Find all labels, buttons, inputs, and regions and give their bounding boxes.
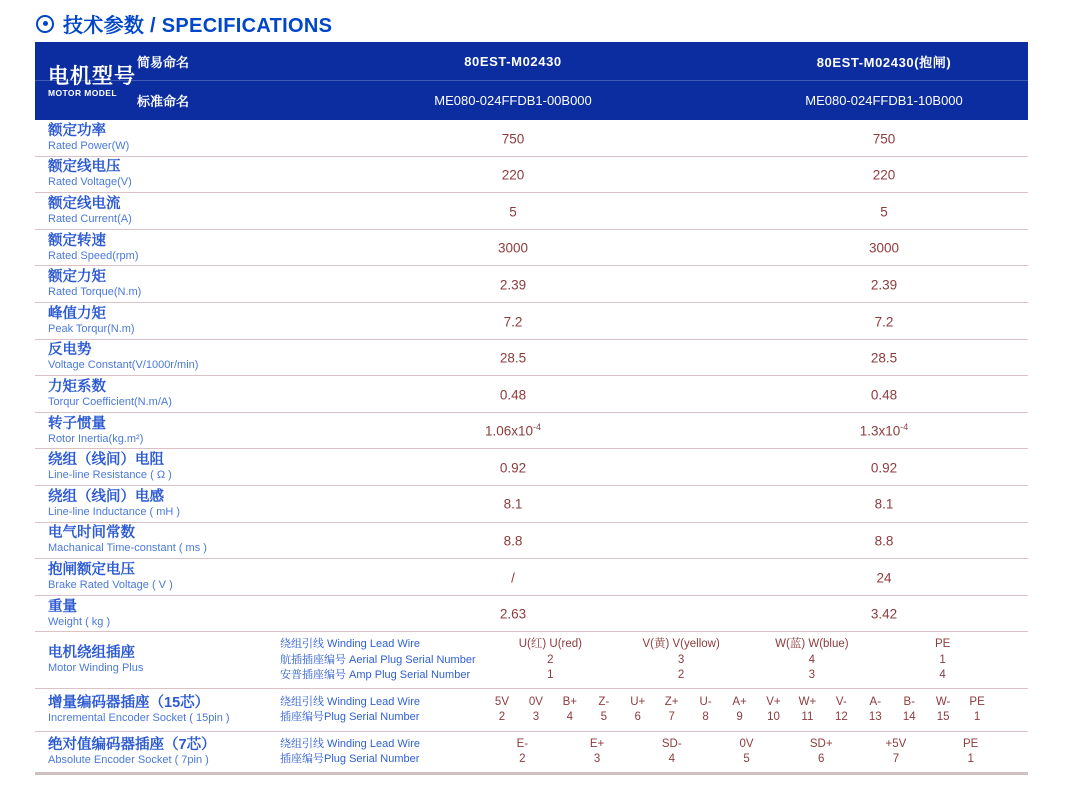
model2-standard-name: ME080-024FFDB1-10B000 — [805, 93, 963, 108]
motor-model-label-zh: 电机型号 — [48, 64, 136, 88]
pin-amp-number: 1 — [547, 669, 554, 682]
spec-label-zh: 反电势 — [48, 342, 92, 359]
spec-value-model1 — [286, 386, 740, 403]
spec-value-model2 — [740, 239, 1028, 256]
spec-row-label — [35, 233, 286, 263]
pin-name: 0V — [739, 737, 754, 750]
incremental-pin — [892, 695, 926, 726]
pin-number: 15 — [936, 711, 950, 724]
spec-row-label — [35, 196, 286, 226]
spec-row — [35, 303, 1028, 340]
value-superscript: -4 — [533, 422, 542, 433]
pin-number: 7 — [892, 753, 900, 766]
spec-row — [35, 266, 1028, 303]
spec-value-model2 — [740, 276, 1028, 293]
incremental-sub-line: 绕组引线 Winding Lead Wire — [280, 695, 420, 708]
spec-row — [35, 559, 1028, 596]
incremental-pin — [858, 695, 892, 726]
spec-value-model1 — [286, 239, 740, 256]
standard-name-label: 标准命名 — [137, 94, 190, 109]
pin-number: 4 — [566, 711, 574, 724]
spec-row — [35, 340, 1028, 377]
spec-row — [35, 376, 1028, 413]
winding-pin — [747, 637, 878, 684]
value-text: 8.1 — [874, 496, 894, 512]
value-text: 220 — [501, 167, 525, 183]
spec-rows-body — [35, 120, 1028, 632]
absolute-pin — [485, 737, 560, 768]
pin-name: V(黄) V(yellow) — [642, 638, 720, 651]
value-text: 5 — [880, 204, 888, 220]
spec-label-en: Rated Current(A) — [48, 212, 132, 225]
pin-number: 1 — [973, 711, 981, 724]
pin-name: U+ — [630, 695, 646, 708]
value-text: 24 — [876, 570, 892, 586]
spec-value-model1 — [286, 130, 740, 147]
spec-value-model1 — [286, 276, 740, 293]
pin-number: 9 — [736, 711, 743, 724]
spec-row — [35, 596, 1028, 633]
header-naming-rows — [35, 42, 1028, 120]
spec-row — [35, 230, 1028, 267]
pin-aerial-number: 4 — [808, 653, 816, 666]
spec-value-model2 — [740, 349, 1028, 366]
winding-pin — [877, 637, 1008, 684]
absolute-pin — [634, 737, 709, 768]
pin-name: A+ — [732, 695, 747, 708]
model1-standard-name: ME080-024FFDB1-00B000 — [434, 93, 592, 108]
spec-label-en: Rated Power(W) — [48, 139, 130, 152]
value-text: 750 — [872, 131, 896, 147]
pin-number: 11 — [801, 711, 814, 724]
spec-row — [35, 523, 1028, 560]
absolute-pin — [784, 737, 859, 768]
winding-pin-columns — [485, 637, 1028, 684]
winding-label-en: Motor Winding Plus — [48, 662, 144, 675]
absolute-pin — [560, 737, 635, 768]
pin-name: B- — [903, 695, 915, 708]
pin-number: 7 — [668, 711, 675, 724]
spec-row-label — [35, 599, 286, 629]
incremental-sub-line: 插座编号Plug Serial Number — [280, 711, 420, 724]
spec-row-label — [35, 452, 286, 482]
spec-value-model2 — [740, 495, 1028, 512]
spec-label-en: Brake Rated Voltage ( V ) — [48, 578, 173, 591]
value-text: 0.48 — [499, 387, 527, 403]
absolute-sub-line: 插座编号Plug Serial Number — [280, 753, 420, 766]
pin-name: Z+ — [664, 695, 679, 708]
header-row-simple-name — [35, 42, 1028, 81]
value-text: 1.06x10 — [484, 423, 534, 439]
spec-label-zh: 重量 — [48, 598, 77, 615]
absolute-sub-labels — [280, 737, 485, 768]
spec-label-en: Rated Voltage(V) — [48, 176, 132, 189]
spec-row-label — [35, 159, 286, 189]
incremental-label-zh: 增量编码器插座（15芯） — [48, 695, 210, 712]
spec-value-model2 — [740, 313, 1028, 330]
value-text: 28.5 — [499, 350, 527, 366]
spec-label-zh: 额定线电流 — [48, 195, 121, 212]
spec-row-label — [35, 525, 286, 555]
pin-name: E+ — [589, 737, 605, 750]
pin-name: SD+ — [809, 737, 833, 750]
spec-value-model1 — [286, 313, 740, 330]
incremental-pin — [960, 695, 994, 726]
winding-sub-line: 航插插座编号 Aerial Plug Serial Number — [280, 653, 476, 666]
incremental-pin — [655, 695, 689, 726]
pin-name: 5V — [494, 695, 509, 708]
absolute-pin-columns — [485, 737, 1028, 768]
pin-aerial-number: 3 — [677, 653, 685, 666]
incremental-pin — [621, 695, 655, 726]
spec-row-label — [35, 562, 286, 592]
spec-label-en: Voltage Constant(V/1000r/min) — [48, 359, 199, 372]
pin-number: 13 — [868, 711, 882, 724]
incremental-label-en: Incremental Encoder Socket ( 15pin ) — [48, 712, 230, 725]
value-text: 0.48 — [870, 387, 898, 403]
spec-row — [35, 413, 1028, 450]
spec-value-model1 — [286, 349, 740, 366]
pin-number: 5 — [600, 711, 607, 724]
spec-label-en: Weight ( kg ) — [48, 615, 111, 628]
spec-value-model2 — [740, 459, 1028, 476]
value-text: 2.39 — [499, 277, 527, 293]
spec-label-zh: 转子惯量 — [48, 415, 106, 432]
incremental-pin — [723, 695, 757, 726]
spec-row-label — [35, 306, 286, 336]
pin-number: 4 — [668, 753, 675, 766]
spec-label-zh: 绕组（线间）电感 — [48, 488, 164, 505]
spec-row-label — [35, 489, 286, 519]
value-text: 28.5 — [870, 350, 898, 366]
spec-label-zh: 峰值力矩 — [48, 305, 106, 322]
incremental-pin — [790, 695, 824, 726]
bullseye-icon — [36, 15, 54, 33]
pin-name: SD- — [661, 737, 682, 750]
value-text: 5 — [509, 204, 517, 220]
value-text: 2.63 — [499, 606, 527, 622]
value-text: 3000 — [497, 240, 529, 256]
spec-value-model2 — [740, 532, 1028, 549]
header-row-standard-name — [35, 81, 1028, 120]
pin-name: E- — [516, 737, 529, 750]
incremental-pin-columns — [485, 695, 1028, 726]
incremental-pin — [519, 695, 553, 726]
spec-value-model1 — [286, 203, 740, 220]
spec-label-en: Line-line Resistance ( Ω ) — [48, 469, 172, 482]
incremental-pin — [587, 695, 621, 726]
spec-label-en: Rated Torque(N.m) — [48, 286, 142, 299]
value-text: 8.8 — [874, 533, 894, 549]
spec-label-en: Rotor Inertia(kg.m²) — [48, 432, 144, 445]
spec-row-label — [35, 379, 286, 409]
model1-simple-name: 80EST-M02430 — [464, 53, 562, 69]
value-text: / — [511, 570, 515, 586]
pin-name: W- — [935, 695, 951, 708]
page-title — [36, 9, 332, 38]
winding-sub-line: 绕组引线 Winding Lead Wire — [280, 638, 420, 651]
pin-number: 6 — [818, 753, 825, 766]
pin-name: U- — [699, 695, 712, 708]
spec-value-model1 — [286, 605, 740, 622]
pin-number: 6 — [634, 711, 641, 724]
pin-number: 12 — [834, 711, 848, 724]
spec-label-zh: 额定线电压 — [48, 159, 121, 176]
spec-row-label — [35, 342, 286, 372]
value-text: 2.39 — [870, 277, 898, 293]
incremental-row-label — [35, 695, 280, 725]
specifications-table — [35, 42, 1028, 775]
spec-row — [35, 157, 1028, 194]
pin-name: PE — [969, 695, 985, 708]
winding-sub-labels — [280, 637, 485, 684]
winding-row-label — [35, 645, 280, 675]
incremental-pin — [824, 695, 858, 726]
incremental-pin — [485, 695, 519, 726]
spec-label-zh: 电气时间常数 — [48, 525, 135, 542]
spec-label-zh: 抱闸额定电压 — [48, 561, 135, 578]
absolute-sub-line: 绕组引线 Winding Lead Wire — [280, 737, 420, 750]
pin-name: A- — [869, 695, 882, 708]
pin-number: 5 — [743, 753, 750, 766]
spec-label-zh: 额定转速 — [48, 232, 106, 249]
spec-label-en: Peak Torqur(N.m) — [48, 322, 135, 335]
absolute-encoder-row — [35, 732, 1028, 775]
winding-pin — [616, 637, 747, 684]
page-title-text: 技术参数 / SPECIFICATIONS — [63, 15, 333, 37]
value-text: 1.3x10 — [859, 423, 901, 439]
spec-value-model1 — [286, 495, 740, 512]
value-text: 220 — [872, 167, 896, 183]
incremental-sub-labels — [280, 695, 485, 726]
motor-model-label-en: MOTOR MODEL — [48, 87, 117, 98]
pin-name: V+ — [766, 695, 781, 708]
spec-value-model2 — [740, 166, 1028, 183]
pin-number: 3 — [532, 711, 540, 724]
spec-row-label — [35, 123, 286, 153]
pin-name: W(蓝) W(blue) — [775, 638, 849, 651]
absolute-label-zh: 绝对值编码器插座（7芯） — [48, 737, 216, 754]
absolute-pin — [859, 737, 934, 768]
pin-amp-number: 3 — [808, 669, 816, 682]
winding-pin — [485, 637, 616, 684]
pin-name: Z- — [598, 695, 610, 708]
spec-value-model2 — [740, 386, 1028, 403]
pin-name: PE — [934, 638, 951, 651]
pin-number: 1 — [967, 753, 974, 766]
spec-value-model2 — [740, 203, 1028, 220]
spec-row — [35, 120, 1028, 157]
spec-label-en: Line-line Inductance ( mH ) — [48, 505, 181, 518]
pin-amp-number: 4 — [939, 669, 946, 682]
value-text: 7.2 — [503, 314, 523, 330]
incremental-encoder-row — [35, 689, 1028, 732]
value-text: 0.92 — [499, 460, 527, 476]
pin-number: 2 — [519, 753, 526, 766]
simple-name-label: 简易命名 — [137, 54, 190, 70]
spec-label-en: Machanical Time-constant ( ms ) — [48, 542, 207, 555]
incremental-pin — [757, 695, 791, 726]
model2-simple-name: 80EST-M02430(抱闸) — [816, 54, 952, 70]
winding-sub-line: 安普插座编号 Amp Plug Serial Number — [280, 669, 471, 682]
pin-name: W+ — [798, 695, 817, 708]
absolute-pin — [709, 737, 784, 768]
spec-value-model1 — [286, 459, 740, 476]
pin-name: U(红) U(red) — [518, 638, 582, 651]
incremental-pin — [689, 695, 723, 726]
incremental-pin — [926, 695, 960, 726]
spec-value-model2 — [740, 605, 1028, 622]
spec-label-zh: 额定功率 — [48, 122, 106, 139]
pin-number: 3 — [593, 753, 601, 766]
value-text: 8.8 — [503, 533, 523, 549]
motor-winding-plug-row — [35, 632, 1028, 689]
spec-row-label — [35, 416, 286, 446]
pin-name: PE — [963, 737, 979, 750]
spec-row — [35, 449, 1028, 486]
pin-number: 10 — [767, 711, 780, 724]
spec-row-label — [35, 269, 286, 299]
winding-label-zh: 电机绕组插座 — [48, 645, 135, 662]
spec-value-model2 — [740, 569, 1028, 586]
spec-label-en: Rated Speed(rpm) — [48, 249, 139, 262]
spec-label-zh: 绕组（线间）电阻 — [48, 452, 164, 469]
pin-name: V- — [835, 695, 847, 708]
spec-label-zh: 额定力矩 — [48, 269, 106, 286]
pin-number: 14 — [902, 711, 916, 724]
incremental-pin — [553, 695, 587, 726]
absolute-row-label — [35, 737, 280, 767]
spec-row — [35, 486, 1028, 523]
pin-amp-number: 2 — [677, 669, 685, 682]
pin-name: B+ — [562, 695, 578, 708]
value-text: 0.92 — [870, 460, 898, 476]
pin-aerial-number: 1 — [939, 653, 946, 666]
spec-value-model1 — [286, 569, 740, 586]
value-text: 3000 — [868, 240, 900, 256]
value-text: 750 — [501, 131, 525, 147]
spec-label-en: Torqur Coefficient(N.m/A) — [48, 395, 172, 408]
pin-number: 2 — [498, 711, 506, 724]
value-superscript: -4 — [900, 422, 909, 433]
spec-row — [35, 193, 1028, 230]
pin-number: 8 — [702, 711, 709, 724]
absolute-pin — [933, 737, 1008, 768]
pin-aerial-number: 2 — [547, 653, 554, 666]
spec-label-zh: 力矩系数 — [48, 378, 106, 395]
spec-value-model1 — [286, 166, 740, 183]
spec-value-model1 — [286, 532, 740, 549]
spec-value-model2 — [740, 422, 1028, 439]
absolute-label-en: Absolute Encoder Socket ( 7pin ) — [48, 754, 209, 767]
table-header — [35, 42, 1028, 120]
spec-value-model2 — [740, 130, 1028, 147]
value-text: 3.42 — [870, 606, 898, 622]
pin-name: +5V — [885, 737, 907, 750]
pin-name: 0V — [528, 695, 543, 708]
value-text: 8.1 — [503, 496, 523, 512]
motor-model-header — [48, 42, 136, 120]
value-text: 7.2 — [874, 314, 894, 330]
spec-value-model1 — [286, 422, 740, 439]
